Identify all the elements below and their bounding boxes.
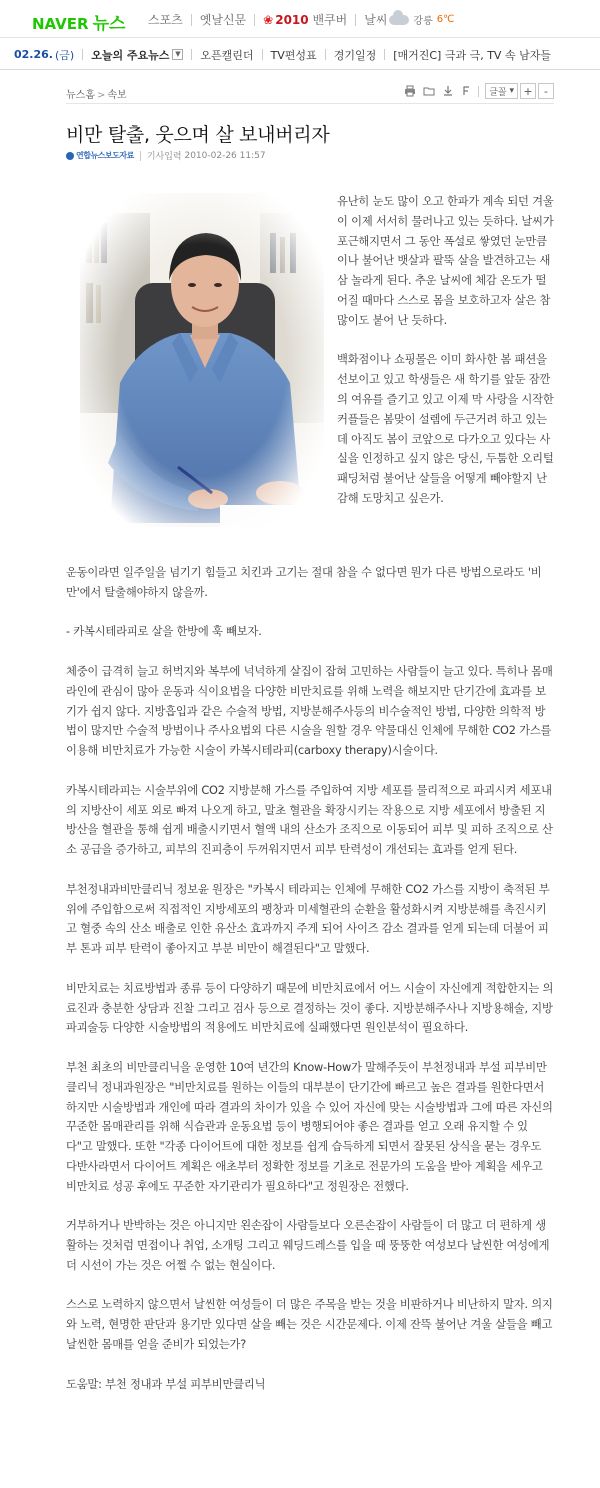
nav-vancouver-2010[interactable] xyxy=(263,11,347,28)
subnav-divider xyxy=(191,49,192,60)
weather-temp: 6℃ xyxy=(436,14,455,25)
olympic-city: 밴쿠버 xyxy=(312,13,348,27)
published-date: 2010-02-26 11:57 xyxy=(184,150,266,161)
breadcrumb-home[interactable]: 뉴스홈 xyxy=(66,90,95,101)
article xyxy=(66,80,554,162)
subnav-tv-schedule[interactable]: TV편성표 xyxy=(270,48,317,62)
folder-icon[interactable] xyxy=(421,83,437,99)
article-paragraph: 거부하거나 반박하는 것은 아니지만 왼손잡이 사람들보다 오른손잡이 사람들이 더 많고 더 편하게 생활하는 것처럼 면접이나 취업, 소개팅 그리고 웨딩드레스를 입을 때 뚱뚱한 여성보다 날씬한 여성에게 더 시선이 가는 것은 어쩔 수 없는 현실이다. xyxy=(66,1219,550,1272)
article-paragraph: 부천정내과비만클리닉 정보윤 원장은 "카복시 테라피는 인체에 무해한 CO2 가스를 지방이 축적된 부위에 주입함으로써 직접적인 지방세포의 팽창과 미세혈관의 순환을 활성화시켜 지방분해를 촉진시키고 혈중 속의 산소 배출로 인한 유산소 효과까지 주게 되어 사이즈 감소 결과를 얻게 되는데 더불어 피부 톤과 피부 탄력이 좋아지고 부분 비만이 해결된다"고 말했다. xyxy=(66,882,550,956)
article-credit: 도움말: 부천 정내과 부설 피부비만클리닉 xyxy=(66,1377,266,1391)
toolbar-divider xyxy=(478,86,479,97)
article-intro-text xyxy=(337,192,554,529)
main-news-menu[interactable]: 오늘의 주요뉴스 xyxy=(91,48,170,62)
print-icon[interactable] xyxy=(402,83,418,99)
global-nav xyxy=(148,11,454,28)
zoom-out-icon[interactable]: - xyxy=(538,83,554,99)
source-logo[interactable] xyxy=(66,150,134,161)
chevron-down-icon[interactable]: ▼ xyxy=(172,49,183,60)
current-date: 02.26. xyxy=(14,48,53,61)
subnav-magazine-link[interactable]: [매거진C] 극과 극, TV 속 남자들 xyxy=(393,48,551,62)
article-paragraph: 체중이 급격히 늘고 허벅지와 복부에 넉넉하게 살집이 잡혀 고민하는 사람들이 늘고 있다. 특히나 몸매라인에 관심이 많아 운동과 식이요법을 다양한 비만치료를 위해 노력을 해보지만 단기간에 효과를 보기가 쉽지 않다. 지방흡입과 같은 수술적 방법, 지방분해주사등의 비수술적인 방법, 다양한 의학적 방법이 많지만 수술적 방법이나 주사요법외 다른 시술을 원할 경우 약물대신 인체에 무해한 CO2 가스를 이용해 비만치료가 가능한 시술이 카복시테라피(carboxy therapy)시술이다. xyxy=(66,664,553,758)
subnav-divider xyxy=(82,49,83,60)
article-paragraph: 운동이라면 일주일을 넘기기 힘들고 치킨과 고기는 절대 참을 수 없다면 뭔가 다른 방법으로라도 '비만'에서 탈출해야하지 않을까. xyxy=(66,566,542,599)
article-paragraph: 백화점이나 쇼핑몰은 이미 화사한 봄 패션을 선보이고 있고 학생들은 새 학기를 앞둔 잠깐의 여유를 즐기고 있고 이제 막 사랑을 시작한 커플들은 봄맞이 설렘에 두근거려 하고 있는데 아직도 봄이 코앞으로 다가오고 있다는 사실을 인정하고 싶지 않은 당신, 두툼한 오리털 패딩처럼 불어난 살들을 어떻게 빼야할지 난감해 도망치고 싶은가. xyxy=(337,353,554,505)
meta-divider xyxy=(140,151,141,161)
article-toolbar xyxy=(399,83,554,99)
maple-leaf-icon: ❀ xyxy=(263,13,274,27)
article-paragraph: 스스로 노력하지 않으면서 날씬한 여성들이 더 많은 주목을 받는 것을 비판하거나 비난하지 말자. 의지와 노력, 현명한 판단과 용기만 있다면 살을 빼는 것은 시간문제다. 이제 잔뜩 불어난 겨울 살들을 빼고 날씬한 몸매를 얻을 준비가 되었는가? xyxy=(66,1298,553,1352)
source-name: 연합뉴스보도자료 xyxy=(76,151,134,160)
naver-news-logo[interactable] xyxy=(32,9,125,34)
article-title: 비만 탈출, 웃으며 살 보내버리자 xyxy=(66,124,330,146)
nav-weather[interactable] xyxy=(364,11,454,28)
nav-divider xyxy=(191,14,192,26)
download-icon[interactable] xyxy=(440,83,456,99)
article-paragraph: 부천 최초의 비만클리닉을 운영한 10여 년간의 Know-How가 말해주듯이 부천정내과 부설 피부비만클리닉 정내과원장은 "비만치료를 원하는 이들의 대부분이 단기간에 빠르고 높은 결과를 원한다면서 하지만 시술방법과 개인에 따라 결과의 차이가 있을 수 있어 자신에 맞는 시술방법과 그에 따른 자신의 꾸준한 몸매관리를 위해 식습관과 운동요법 등이 병행되어야 좋은 결과를 얻고 오래 유지할 수 있다"고 말했다. 또한 "각종 다이어트에 대한 정보를 쉽게 습득하게 되면서 잘못된 상식을 묻는 경우도 다반사라면서 다이어트 계획은 애초부터 정확한 정보를 기초로 전문가의 도움을 받아 계획을 세우고 비만치료 성공 후에도 꾸준한 자기관리가 필요하다"고 정원장은 전했다. xyxy=(66,1060,553,1193)
weather-city: 강릉 xyxy=(413,16,433,27)
font-select-button[interactable]: 글꼴 ▾ xyxy=(485,83,518,99)
subnav-open-calendar[interactable]: 오픈캘린더 xyxy=(200,48,254,62)
logo-section: 뉴스 xyxy=(92,14,126,34)
nav-sports[interactable]: 스포츠 xyxy=(148,13,183,27)
current-day: (금) xyxy=(54,48,75,62)
breadcrumb xyxy=(66,86,127,101)
subnav-divider xyxy=(325,49,326,60)
font-select-label: 글꼴 xyxy=(489,87,507,98)
subnav-divider xyxy=(384,49,385,60)
zoom-in-icon[interactable]: + xyxy=(520,83,536,99)
article-paragraph: 비만치료는 치료방법과 종류 등이 다양하기 때문에 비만치료에서 어느 시술이 자신에게 적합한지는 의료진과 충분한 상담과 진찰 그리고 검사 등으로 결정하는 것이 좋다. 지방분해주사나 지방용해술, 지방파괴술등 다양한 시술방법의 적용에도 비만치료에 실패했다면 원인분석이 필요하다. xyxy=(66,981,554,1035)
article-subheading: - 카복시테라피로 살을 한방에 훅 빼보자. xyxy=(66,625,262,639)
nav-old-newspaper[interactable]: 옛날신문 xyxy=(199,13,247,27)
article-paragraph: 유난히 눈도 많이 오고 한파가 계속 되던 겨울이 이제 서서히 물러나고 있는 듯하다. 날씨가 포근해지면서 그 동안 폭설로 쌓였던 눈만큼이나 불어난 뱃살과 팔뚝 살을 발견하고는 새삼 놀라게 된다. 추운 날씨에 체감 온도가 떨어질 때마다 스스로 몸을 보호하고자 살은 참 많이도 붙어 난 듯하다. xyxy=(337,195,554,327)
subnav-divider xyxy=(262,49,263,60)
weather-label: 날씨 xyxy=(364,13,388,27)
sub-nav xyxy=(0,40,600,70)
article-header-bar xyxy=(66,80,554,104)
subnav-game-schedule[interactable]: 경기일정 xyxy=(333,48,377,62)
breadcrumb-separator: > xyxy=(96,90,106,101)
olympic-year: 2010 xyxy=(275,13,309,27)
logo-brand: NAVER xyxy=(32,15,89,33)
cloud-icon xyxy=(389,15,409,25)
article-body xyxy=(66,563,554,1414)
article-paragraph: 카복시테라피는 시술부위에 CO2 지방분해 가스를 주입하여 지방 세포를 물리적으로 파괴시켜 세포내의 지방산이 세포 외로 빠져 나오게 하고, 말초 혈관을 확장시키는 작용으로 지방 세포에서 방출된 지방산을 혈관을 통해 쉽게 배출시키면서 혈액 내의 산소가 조직으로 이동되어 피부 및 피하 조직으로 산소 공급을 증가하고, 피부의 진피층이 두꺼워지면서 피부 탄력성이 개선되는 효과를 얻게 된다. xyxy=(66,783,553,857)
published-label: 기사입력 xyxy=(146,152,182,162)
font-icon[interactable] xyxy=(459,83,475,99)
nav-divider xyxy=(355,14,356,26)
source-mark-icon xyxy=(66,152,74,160)
article-meta xyxy=(66,149,266,162)
breadcrumb-current[interactable]: 속보 xyxy=(107,90,127,101)
top-header xyxy=(0,0,600,38)
doctor-photo xyxy=(80,193,324,527)
nav-divider xyxy=(254,14,255,26)
